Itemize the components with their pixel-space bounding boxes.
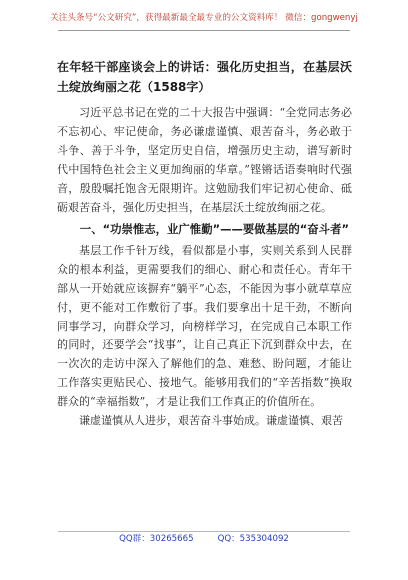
section-1-paragraph: 谦虚谨慎从人进步，艰苦奋斗事始成。谦虚谨慎、艰苦 [79,414,343,428]
footer-qq-group: QQ群：30265665 [119,534,194,544]
document-body [57,58,352,431]
footer-contact [0,533,408,545]
footer-qq: QQ：535304092 [217,534,289,544]
document-title: 在年轻干部座谈会上的讲话：强化历史担当，在基层沃土绽放绚丽之花（1588字） [57,60,352,94]
footer-divider [58,531,350,532]
header-divider [58,30,350,31]
intro-paragraph: 习近平总书记在党的二十大报告中强调：“全党同志务必不忘初心、牢记使命，务必谦虚谨慎、艰苦奋斗，务必敢于斗争、善于斗争，坚定历史自信，增强历史主动，谱写新时代中国特色社会主义更加绚丽的华章。”铿锵话语奏响时代强音，殷殷嘱托饱含无限期许。这勉励我们牢记初心使命、砥砺艰苦奋斗，强化历史担当，在基层沃土绽放绚丽之花。 [57,106,352,214]
header-banner: 关注头条号“公文研究”，获得最新最全最专业的公文资料库！ 微信：gongwenyj [50,13,358,23]
section-1-paragraph: 基层工作千针万线，看似都是小事，实则关系到人民群众的根本利益，更需要我们的细心、耐心和责任心。青年干部从一开始就应该摒弃“躺平”心态，不能因为事小就草草应付，更不能对工作敷衍了事。我们要拿出十足干劲，不断向同事学习，向群众学习，向榜样学习，在完成自己本职工作的同时，还要学会“找事”，让自己真正下沉到群众中去，在一次次的走访中深入了解他们的急、难愁、盼问题，才能让工作落实更贴民心、接地气。能够用我们的“辛苦指数”换取群众的“幸福指数”，才是让我们工作真正的价值所在。 [57,243,352,409]
section-heading-1: 一、“功崇惟志，业广惟勤”——要做基层的“奋斗者” [79,222,349,237]
